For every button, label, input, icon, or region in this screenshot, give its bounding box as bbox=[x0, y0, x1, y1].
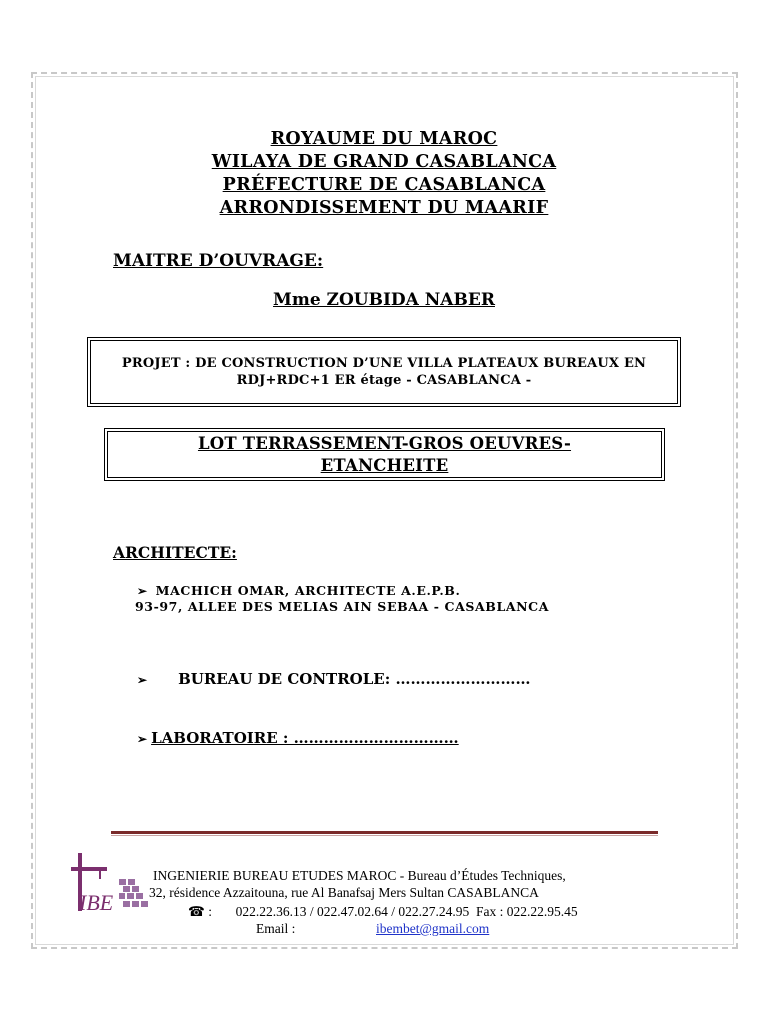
header-line-prefecture: PRÉFECTURE DE CASABLANCA bbox=[222, 175, 546, 195]
projet-line-2: RDJ+RDC+1 ER étage - CASABLANCA - bbox=[236, 373, 532, 388]
header-line-wilaya: WILAYA DE GRAND CASABLANCA bbox=[211, 152, 557, 172]
lot-line-1: LOT TERRASSEMENT-GROS OEUVRES- bbox=[197, 434, 572, 453]
projet-box bbox=[87, 337, 681, 407]
projet-line-1: PROJET : DE CONSTRUCTION D’UNE VILLA PLATEAUX BUREAUX EN bbox=[121, 356, 647, 371]
header-line-royaume: ROYAUME DU MAROC bbox=[270, 129, 498, 149]
bureau-controle-label: BUREAU DE CONTROLE: ……………………… bbox=[178, 670, 531, 688]
maitre-ouvrage-name: Mme ZOUBIDA NABER bbox=[273, 290, 495, 310]
footer-phone-line bbox=[188, 904, 578, 920]
arrow-bullet-icon: ➢ bbox=[137, 584, 148, 598]
footer-divider-thin bbox=[111, 835, 658, 836]
architecte-name-line bbox=[137, 583, 460, 598]
architecte-address: 93-97, ALLEE DES MELIAS AIN SEBAA - CASABLANCA bbox=[135, 599, 550, 614]
company-logo bbox=[71, 853, 151, 913]
arrow-bullet-icon: ➢ bbox=[137, 732, 148, 746]
footer-company-suffix: - Bureau d’Études Techniques, bbox=[396, 868, 566, 883]
lot-box bbox=[104, 428, 665, 481]
footer-address: 32, résidence Azzaitouna, rue Al Banafsaj Mers Sultan CASABLANCA bbox=[149, 885, 539, 900]
maitre-ouvrage-label: MAITRE D’OUVRAGE: bbox=[113, 251, 324, 271]
laboratoire-line bbox=[137, 729, 459, 747]
phone-icon: ☎ bbox=[188, 904, 205, 919]
header-line-arrondissement: ARRONDISSEMENT DU MAARIF bbox=[219, 198, 549, 218]
architecte-name: MACHICH OMAR, ARCHITECTE A.E.P.B. bbox=[155, 583, 461, 598]
logo-text: IBE bbox=[79, 890, 114, 913]
footer-company: INGENIERIE BUREAU ETUDES MAROC bbox=[153, 868, 397, 883]
arrow-bullet-icon: ➢ bbox=[137, 673, 148, 687]
footer-company-line bbox=[153, 868, 566, 884]
lot-line-2: ETANCHEITE bbox=[320, 456, 449, 475]
footer-divider bbox=[111, 831, 658, 834]
bureau-controle-line bbox=[137, 670, 530, 688]
footer-email-link[interactable]: ibembet@gmail.com bbox=[376, 921, 490, 936]
laboratoire-label: LABORATOIRE : …………………………… bbox=[151, 729, 459, 747]
footer-email-label: Email : bbox=[256, 921, 296, 936]
footer-phones: : 022.22.36.13 / 022.47.02.64 / 022.27.24.95 Fax : 022.22.95.45 bbox=[208, 904, 578, 919]
architecte-label: ARCHITECTE: bbox=[113, 543, 237, 562]
header-block bbox=[0, 128, 768, 220]
